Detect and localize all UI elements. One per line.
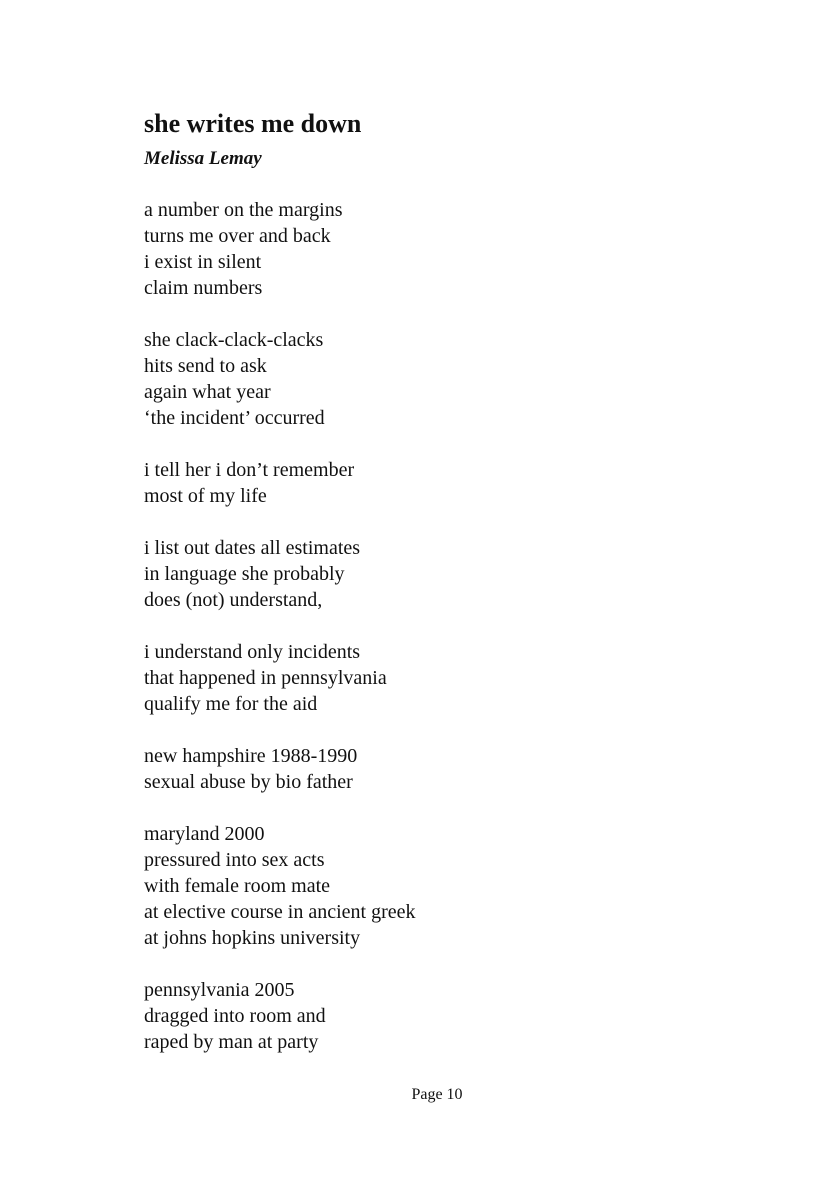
stanza: [144, 327, 744, 431]
poem-line: i tell her i don’t remember: [144, 459, 355, 481]
poem-line: pennsylvania 2005: [144, 979, 295, 1001]
poem-line: does (not) understand,: [144, 589, 323, 611]
stanza: [144, 821, 744, 951]
poem-line: dragged into room and: [144, 1005, 326, 1027]
poem-line: with female room mate: [144, 875, 331, 897]
poem-line: i list out dates all estimates: [144, 537, 361, 559]
poem-line: sexual abuse by bio father: [144, 771, 353, 793]
poem-author: Melissa Lemay: [144, 148, 262, 169]
poem-line: maryland 2000: [144, 823, 265, 845]
poem-line: turns me over and back: [144, 225, 331, 247]
poem-line: claim numbers: [144, 277, 263, 299]
poem-line: pressured into sex acts: [144, 849, 325, 871]
stanza: [144, 457, 744, 509]
poem-title: she writes me down: [144, 109, 362, 138]
poem-line: that happened in pennsylvania: [144, 667, 387, 689]
poem-line: hits send to ask: [144, 355, 267, 377]
poem-line: i exist in silent: [144, 251, 262, 273]
page-number: Page 10: [411, 1086, 463, 1103]
poem-line: she clack-clack-clacks: [144, 329, 324, 351]
stanza: [144, 535, 744, 613]
stanza: [144, 197, 744, 301]
stanza: [144, 639, 744, 717]
poem-line: at elective course in ancient greek: [144, 901, 416, 923]
stanza: [144, 743, 744, 795]
poem-line: raped by man at party: [144, 1031, 319, 1053]
poem-body: [144, 197, 744, 1081]
poem-line: i understand only incidents: [144, 641, 361, 663]
poem-line: again what year: [144, 381, 271, 403]
poem-line: at johns hopkins university: [144, 927, 361, 949]
poem-line: ‘the incident’ occurred: [144, 407, 325, 429]
poem-line: in language she probably: [144, 563, 345, 585]
stanza: [144, 977, 744, 1055]
poem-line: a number on the margins: [144, 199, 343, 221]
poem-line: new hampshire 1988-1990: [144, 745, 358, 767]
poem-line: most of my life: [144, 485, 267, 507]
poem-line: qualify me for the aid: [144, 693, 318, 715]
